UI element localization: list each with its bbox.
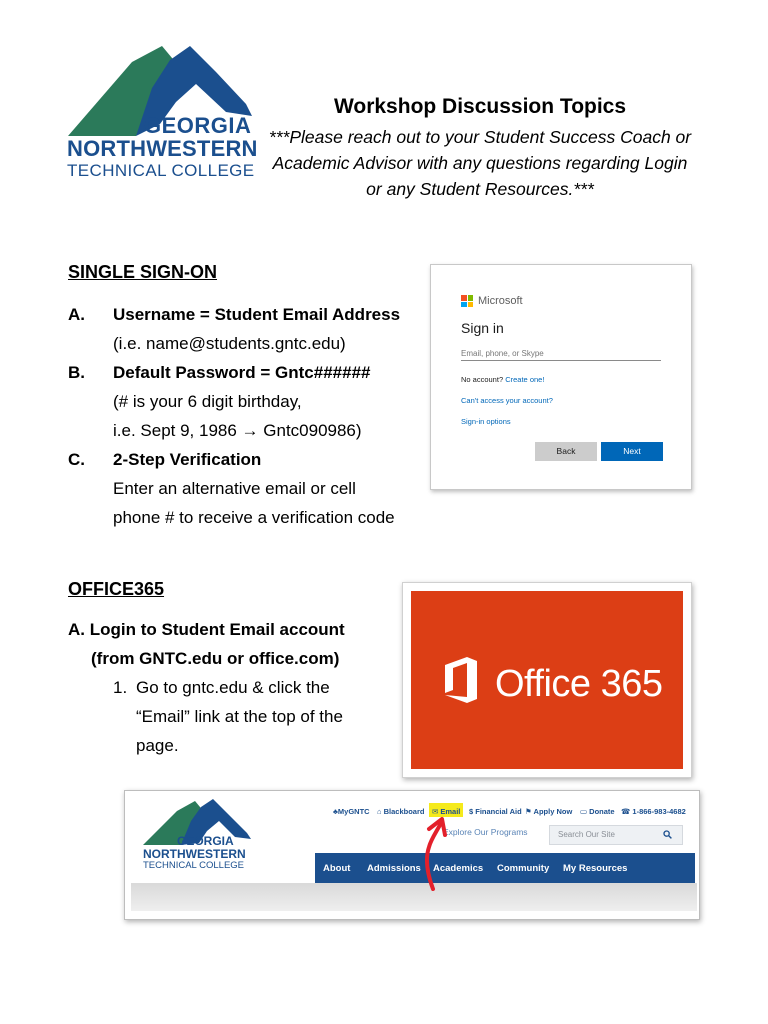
- top-link-mygntc: ♣MyGNTC: [333, 807, 370, 816]
- note-line-2: Academic Advisor with any questions regarding Login: [272, 153, 688, 173]
- office365-banner: [411, 591, 683, 769]
- microsoft-logo-icon: [461, 295, 473, 307]
- office365-heading: OFFICE365: [68, 579, 165, 599]
- office365-banner-text: Office 365: [495, 663, 663, 705]
- no-account-text: No account?: [461, 375, 504, 384]
- microsoft-signin-screenshot: [430, 264, 692, 490]
- explore-programs-link: Explore Our Programs: [443, 827, 528, 837]
- nav-about: About: [323, 863, 351, 874]
- search-icon: [663, 830, 672, 839]
- sso-item-c-detail-2: phone # to receive a verification code: [113, 508, 395, 527]
- sso-item-c-letter: C.: [68, 450, 85, 469]
- next-button: Next: [601, 442, 663, 461]
- sso-item-a-letter: A.: [68, 305, 85, 324]
- cant-access-link: Can't access your account?: [461, 396, 553, 405]
- website-logo-line-2: NORTHWESTERN: [143, 847, 246, 861]
- signin-options-link: Sign-in options: [461, 417, 511, 426]
- office-step-line-1: Go to gntc.edu & click the: [136, 678, 330, 697]
- office-step-title-1: A. Login to Student Email account: [68, 620, 345, 639]
- nav-admissions: Admissions: [367, 863, 421, 874]
- office-step-number: 1.: [113, 678, 128, 697]
- document-title: Workshop Discussion Topics: [333, 95, 627, 118]
- sso-item-b-title: Default Password = Gntc######: [113, 363, 371, 382]
- logo-line-technical-college: TECHNICAL COLLEGE: [67, 161, 255, 180]
- office-step-line-3: page.: [136, 736, 179, 755]
- sso-heading: SINGLE SIGN-ON: [68, 262, 218, 282]
- site-search-placeholder: Search Our Site: [558, 830, 615, 839]
- document-note: [258, 124, 702, 202]
- nav-my-resources: My Resources: [563, 863, 628, 874]
- note-line-1: ***Please reach out to your Student Success Coach or: [268, 127, 692, 147]
- office-step-line-2: “Email” link at the top of the: [136, 707, 343, 726]
- sso-item-a-detail: (i.e. name@students.gntc.edu): [113, 334, 346, 353]
- sso-item-b-letter: B.: [68, 363, 85, 382]
- microsoft-brand-text: Microsoft: [478, 295, 523, 307]
- signin-title: Sign in: [461, 320, 504, 336]
- sso-item-b-detail-1: (# is your 6 digit birthday,: [113, 392, 302, 411]
- gntc-website-screenshot: [124, 790, 700, 920]
- sso-item-c-title: 2-Step Verification: [113, 450, 262, 469]
- create-account-link: Create one!: [505, 375, 545, 384]
- top-link-financial-aid: $ Financial Aid: [469, 807, 522, 816]
- website-logo-line-3: TECHNICAL COLLEGE: [143, 860, 245, 871]
- no-account-line: [461, 375, 544, 384]
- site-search-box: [549, 825, 683, 845]
- top-link-phone: ☎ 1-866-983-4682: [621, 807, 686, 816]
- sso-item-b-detail-2: i.e. Sept 9, 1986 → Gntc090986): [113, 421, 362, 440]
- email-field: Email, phone, or Skype: [461, 345, 661, 361]
- logo-line-northwestern: NORTHWESTERN: [67, 136, 258, 161]
- top-link-blackboard: ⌂ Blackboard: [377, 807, 425, 816]
- nav-academics: Academics: [433, 863, 484, 874]
- website-logo-line-1: GEORGIA: [177, 834, 234, 848]
- back-button: Back: [535, 442, 597, 461]
- office365-banner-frame: [402, 582, 692, 778]
- logo-line-georgia: GEORGIA: [144, 113, 252, 138]
- office-step-title-2: (from GNTC.edu or office.com): [91, 649, 340, 668]
- sso-item-a-title: Username = Student Email Address: [113, 305, 401, 324]
- sso-item-c-detail-1: Enter an alternative email or cell: [113, 479, 356, 498]
- top-link-donate: ▭ Donate: [580, 807, 615, 816]
- nav-community: Community: [497, 863, 550, 874]
- office-logo-icon: [441, 657, 481, 703]
- top-link-apply-now: ⚑ Apply Now: [525, 807, 573, 816]
- note-line-3: or any Student Resources.***: [366, 179, 594, 199]
- top-link-email: ✉ Email: [432, 807, 461, 816]
- red-arrow-annotation: [411, 811, 461, 891]
